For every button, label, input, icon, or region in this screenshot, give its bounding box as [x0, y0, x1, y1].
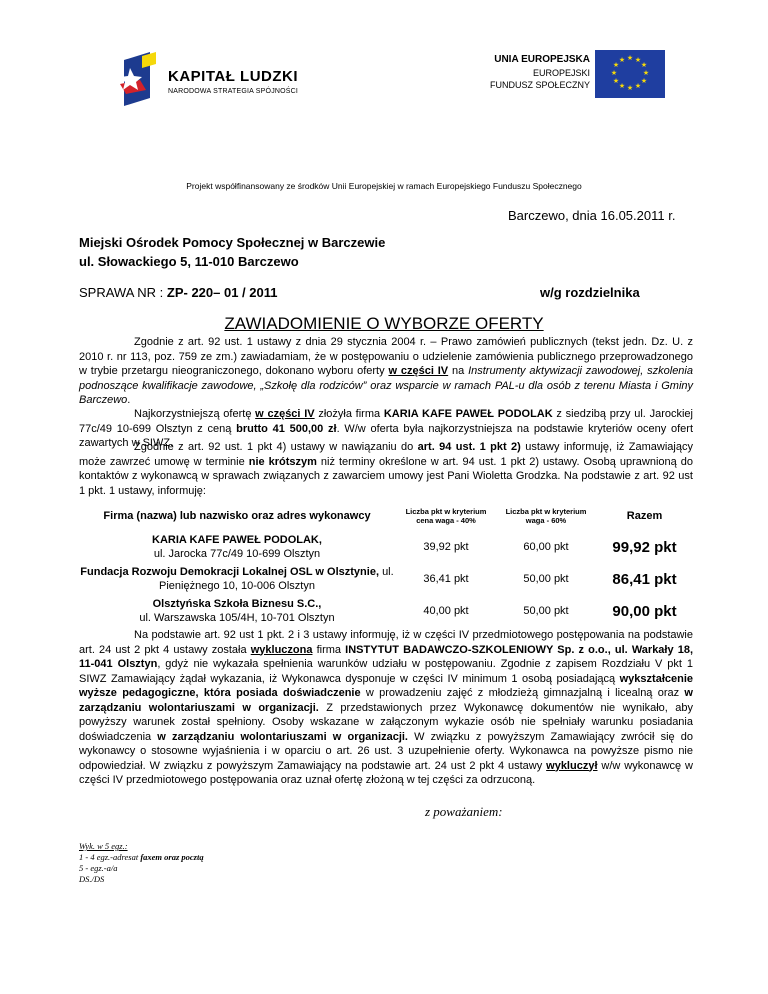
sender-name: Miejski Ośrodek Pomocy Społecznej w Barczewie — [79, 235, 386, 250]
paragraph-1: Zgodnie z art. 92 ust. 1 ustawy z dnia 29 stycznia 2004 r. – Prawo zamówień publicznych (tekst jedn. Dz. U. z 2010 r. nr 113, poz. 759 ze zm.) zawiadamiam, że w postępowaniu o udzielenie zamówienia publicznego przeprowadzonego w trybie przetargu nieograniczonego, dokonano wyboru oferty w części IV na Instrumenty aktywizacji zawodowej, szkolenia podnoszące kwalifikacje zawodowe, „Szkołę dla rodziców” oraz wsparcie w ramach PAL-u dla osób z terenu Miasta i Gminy Barczewo. — [79, 336, 693, 406]
svg-text:★: ★ — [618, 56, 626, 64]
table-header-row — [78, 501, 693, 531]
paragraph-3: Zgodnie z art. 92 ust. 1 pkt 4) ustawy w nawiązaniu do art. 94 ust. 1 pkt 2) ustawy informuję, iż Zamawiający może zawrzeć umowę w terminie nie krótszym niż terminy określone w art. 94 ust. 1 pkt 2) ustawy. Osobą uprawnioną do kontaktów z wykonawcą w sprawach związanych z zawarciem umowy jest Pani Wioletta Grodzka. Na podstawie z art. 92 ust 1 pkt. 1 ustawy, informuję: — [79, 441, 693, 497]
svg-text:★: ★ — [612, 61, 620, 69]
place-date: Barczewo, dnia 16.05.2011 r. — [508, 208, 676, 223]
eu-fund-line1: EUROPEJSKI — [532, 68, 590, 78]
svg-text:★: ★ — [610, 69, 618, 77]
sender-block — [79, 233, 385, 271]
header-criterion: Liczba pkt w kryterium waga - 60% — [505, 507, 587, 525]
recipient: w/g rozdzielnika — [540, 285, 640, 300]
kapital-ludzki-emblem-icon — [120, 50, 166, 110]
header-firm: Firma (nazwa) lub nazwisko oraz adres wykonawcy — [103, 510, 371, 522]
svg-text:★: ★ — [634, 56, 642, 64]
svg-text:★: ★ — [612, 77, 620, 85]
table-row: Fundacja Rozwoju Demokracji Lokalnej OSL w Olsztynie, ul. Pieniężnego 10, 10-006 Olsztyn 36,41 pkt 50,00 pkt 86,41 pkt — [80, 566, 677, 592]
eu-logo — [485, 50, 665, 106]
results-table — [78, 501, 693, 627]
header-total: Razem — [626, 510, 663, 522]
svg-text:★: ★ — [626, 54, 634, 62]
svg-text:★: ★ — [634, 82, 642, 90]
eu-flag-icon — [595, 50, 665, 98]
case-number: SPRAWA NR : ZP- 220– 01 / 2011 — [79, 285, 278, 300]
header-price: Liczba pkt w kryterium cena waga - 40% — [405, 507, 487, 525]
svg-text:★: ★ — [640, 77, 648, 85]
svg-text:★: ★ — [626, 84, 634, 92]
eu-title: UNIA EUROPEJSKA — [494, 54, 590, 65]
closing-signature: z poważaniem: — [425, 804, 503, 819]
svg-text:★: ★ — [640, 61, 648, 69]
document-title: ZAWIADOMIENIE O WYBORZE OFERTY — [224, 314, 544, 333]
funding-highlight: Europejskiego — [436, 181, 491, 191]
kapital-ludzki-logo — [120, 50, 320, 110]
funding-note: Projekt współfinansowany ze środków Unii Europejskiej w ramach Europejskiego Funduszu Społecznego — [186, 181, 582, 191]
kapital-ludzki-subtitle: NARODOWA STRATEGIA SPÓJNOŚCI — [168, 88, 299, 95]
svg-text:★: ★ — [618, 82, 626, 90]
copies-footer: Wyk. w 5 egz.: 1 - 4 egz.-adresat faxem oraz pocztą 5 - egz.-a/a DS./DS — [79, 841, 204, 884]
kapital-ludzki-title: KAPITAŁ LUDZKI — [168, 68, 299, 85]
eu-fund-line2: FUNDUSZ SPOŁECZNY — [489, 80, 590, 90]
paragraph-4: Na podstawie art. 92 ust 1 pkt. 2 i 3 ustawy informuję, iż w części IV przedmiotowego postępowania na podstawie art. 24 ust 2 pkt 4 ustawy została wykluczona firma INSTYTUT BADAWCZO-SZKOLENIOWY Sp. z o.o., ul. Warkały 18, 11-041 Olsztyn, gdyż nie wykazała spełnienia warunków udziału w postępowaniu. Zgodnie z zapisem Rozdziału V pkt 1 SIWZ Zamawiający żądał wykazania, iż Wykonawca dysponuje w części IV minimum 1 osobą posiadającą wykształcenie wyższe pedagogiczne, która posiada doświadczenie w prowadzeniu zajęć z młodzieżą gimnazjalną i licealną oraz w zarządzaniu wolontariuszami w organizacji. Z przedstawionych przez Wykonawcę dokumentów nie wynikało, aby powyższy warunek został spełniony. Osoby wskazane w załączonym wykazie osób nie spełniały warunku posiadania doświadczenia w zarządzaniu wolontariuszami w organizacji. W związku z powyższym Zamawiający zwrócił się do wykonawcy o stosowne wyjaśnienia i w oparciu o art. 26 ust. 3 uzupełnienie oferty. Wykonawca na powyższe pismo nie odpowiedział. W związku z powyższym Zamawiający na podstawie art. 24 ust 2 pkt 4 ustawy wykluczył w/w wykonawcę w części IV przedmiotowego postępowania oraz uznał ofertę złożoną w tej części za odrzuconą. — [79, 629, 694, 786]
sender-address: ul. Słowackiego 5, 11-010 Barczewo — [79, 254, 299, 269]
table-row: KARIA KAFE PAWEŁ PODOLAK, ul. Jarocka 77c/49 10-699 Olsztyn 39,92 pkt 60,00 pkt 99,92 pkt — [152, 534, 677, 560]
svg-text:★: ★ — [642, 69, 650, 77]
table-row: Olsztyńska Szkoła Biznesu S.C., ul. Warszawska 105/4H, 10-701 Olsztyn 40,00 pkt 50,00 pkt 90,00 pkt — [139, 598, 677, 624]
paragraph-2: Najkorzystniejszą ofertę w części IV złożyła firma KARIA KAFE PAWEŁ PODOLAK z siedzibą przy ul. Jarockiej 77c/49 10-699 Olsztyn z ceną brutto 41 500,00 zł. W/w oferta była najkorzystniejsza na podstawie kryteriów oceny ofert zawartych w SIWZ. — [79, 408, 693, 449]
